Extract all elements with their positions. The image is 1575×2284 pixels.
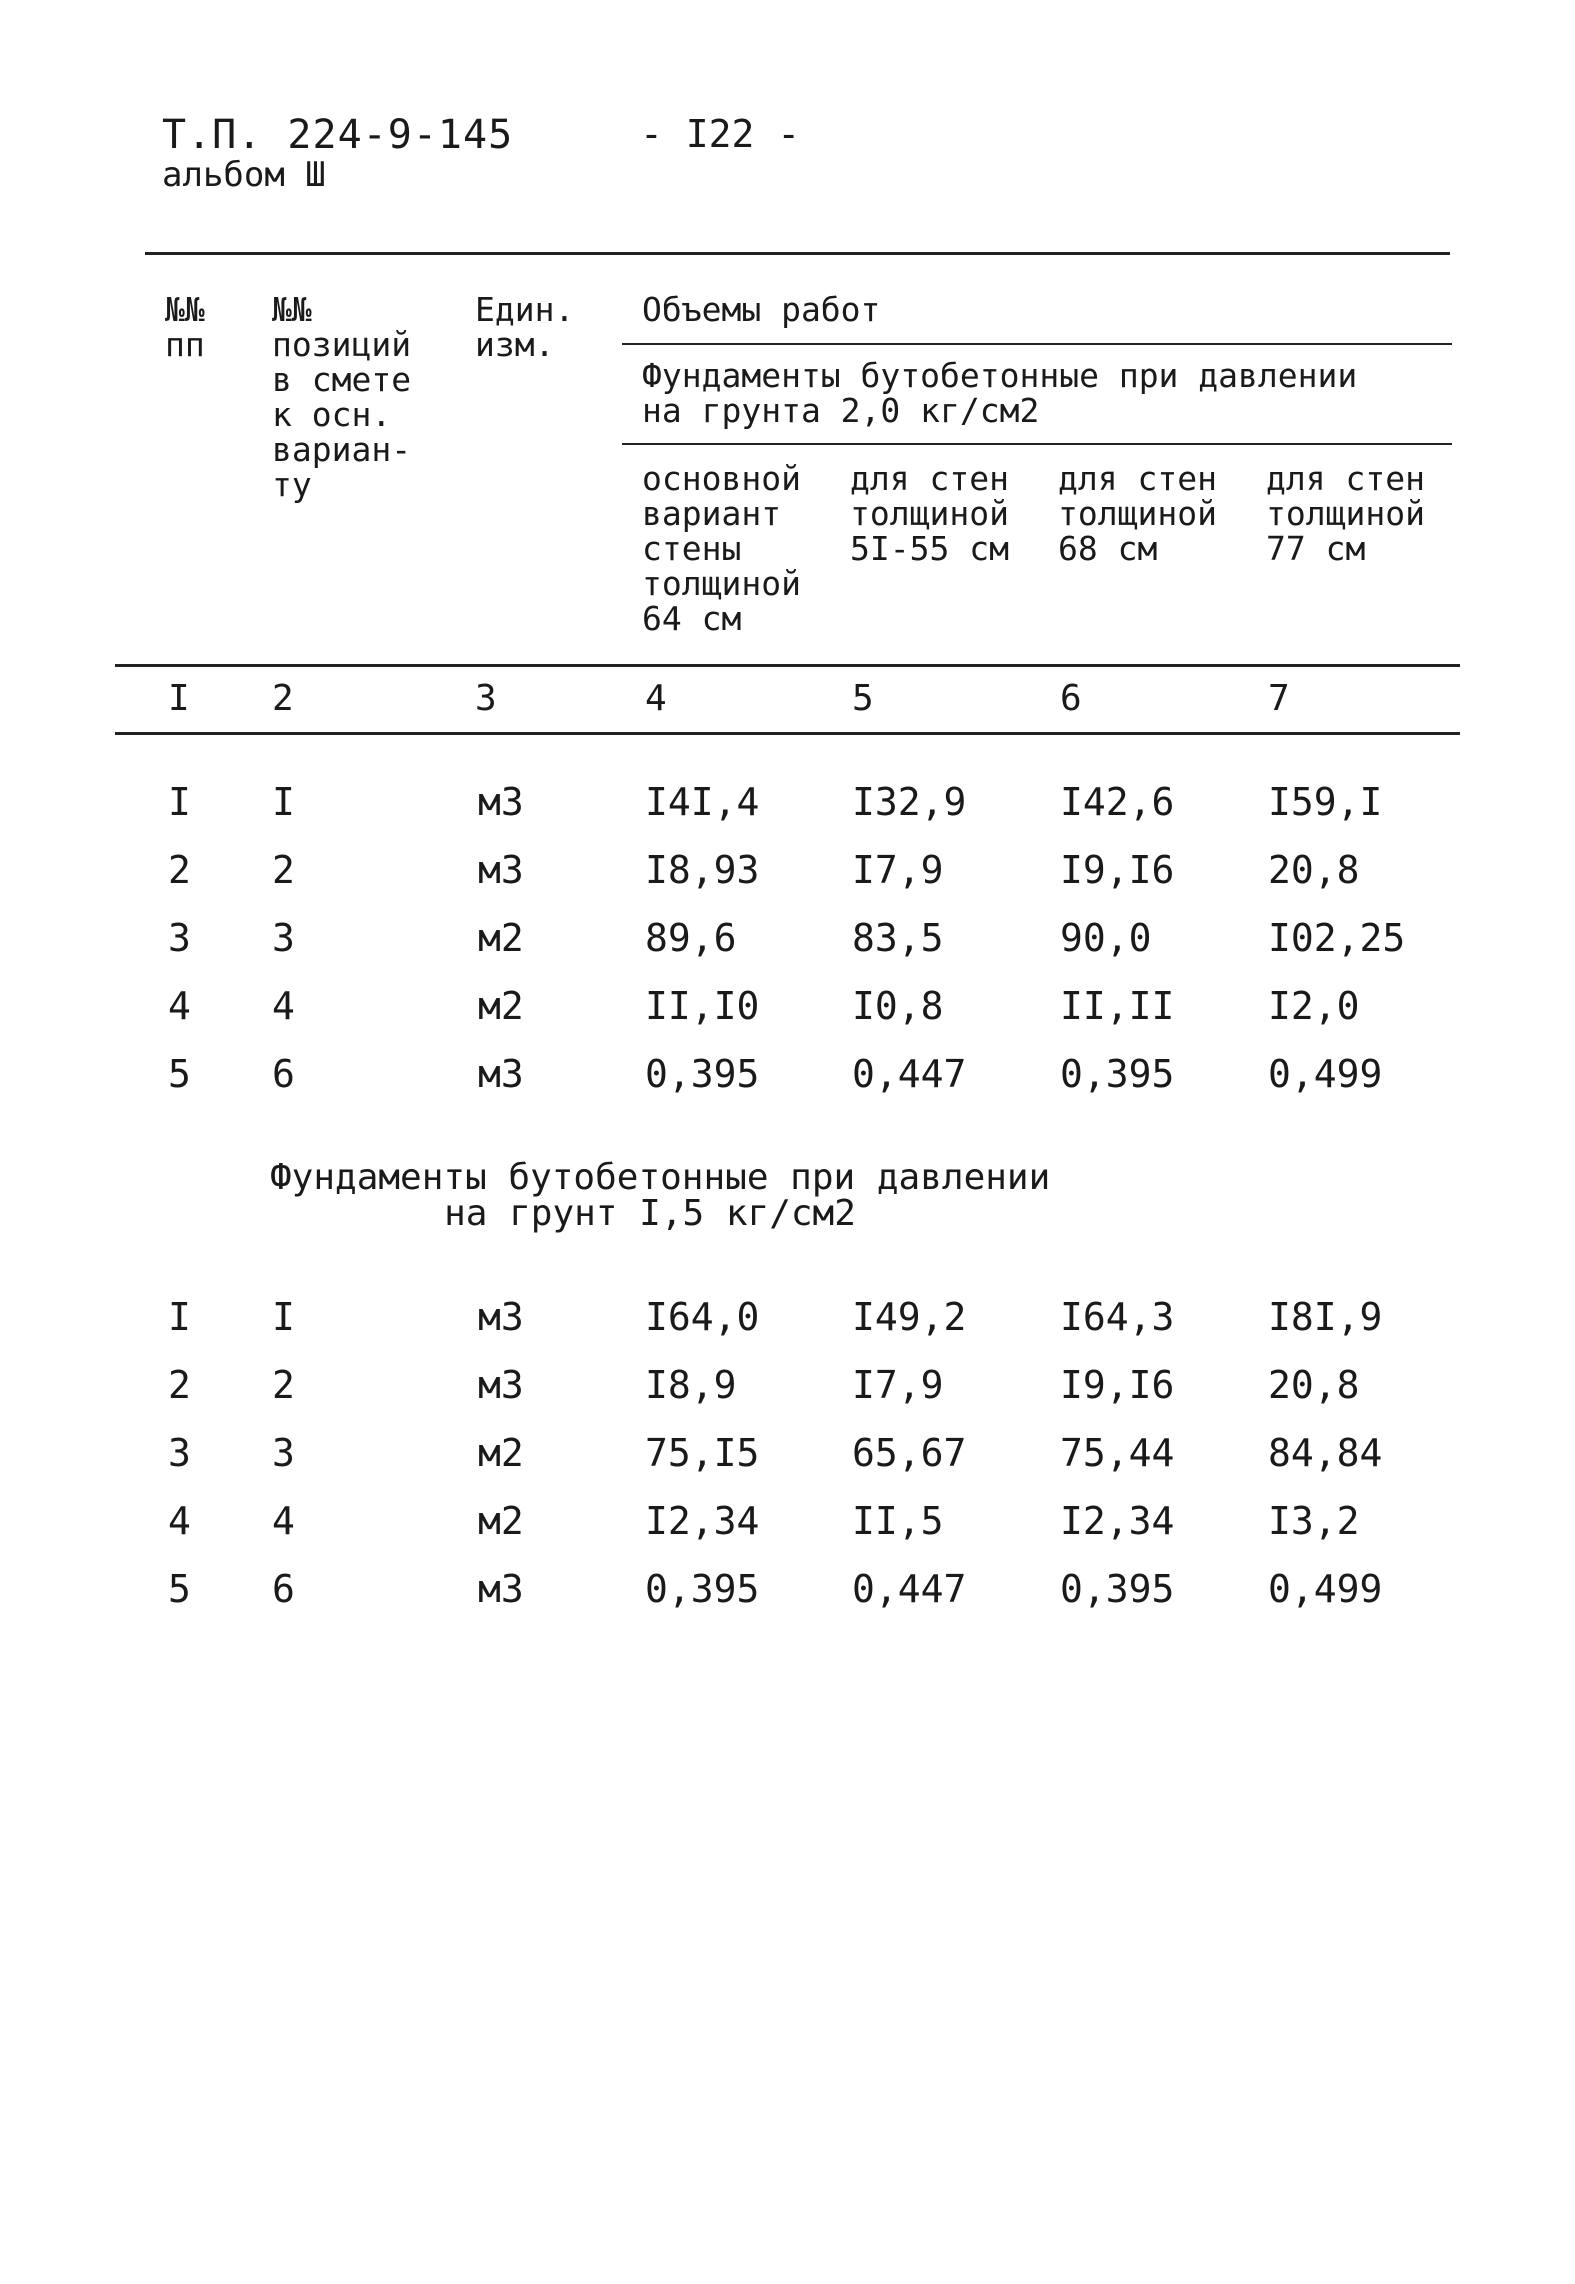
header-position-number: №№ позиций в смете к осн. вариан- ту xyxy=(272,290,412,504)
table-cell: I8,93 xyxy=(645,848,760,892)
table-cell: 2 xyxy=(272,1363,295,1407)
table-cell: I xyxy=(272,1295,295,1339)
table-cell: I xyxy=(168,780,191,824)
header-bottom-rule xyxy=(115,664,1460,667)
table-cell: 0,447 xyxy=(852,1052,967,1096)
header-subcol-7: для стен толщиной 77 см xyxy=(1266,459,1425,568)
column-number: 7 xyxy=(1268,678,1290,719)
table-cell: 84,84 xyxy=(1268,1431,1383,1475)
table-cell: 65,67 xyxy=(852,1431,967,1475)
column-number: 6 xyxy=(1060,678,1082,719)
table-cell: м3 xyxy=(478,1363,524,1407)
column-number: 4 xyxy=(645,678,667,719)
table-cell: 4 xyxy=(272,984,295,1028)
document-code: Т.П. 224-9-145 xyxy=(162,112,514,158)
column-number: 3 xyxy=(475,678,497,719)
table-cell: I8I,9 xyxy=(1268,1295,1383,1339)
table-cell: 0,499 xyxy=(1268,1567,1383,1611)
header-group-title: Фундаменты бутобетонные при давлении на грунта 2,0 кг/см2 xyxy=(642,356,1358,430)
table-cell: 0,499 xyxy=(1268,1052,1383,1096)
column-number: I xyxy=(168,678,190,719)
header-subcol-4: основной вариант стены толщиной 64 см xyxy=(642,459,801,638)
table-cell: I8,9 xyxy=(645,1363,737,1407)
header-subcol-5: для стен толщиной 5I-55 см xyxy=(850,459,1009,568)
table-cell: I2,0 xyxy=(1268,984,1360,1028)
table-cell: 75,44 xyxy=(1060,1431,1175,1475)
table-cell: I02,25 xyxy=(1268,916,1406,960)
table-cell: 0,395 xyxy=(1060,1052,1175,1096)
column-number: 5 xyxy=(852,678,874,719)
table-cell: 0,395 xyxy=(645,1567,760,1611)
section-2-title: Фундаменты бутобетонные при давлении на грунт I,5 кг/см2 xyxy=(270,1157,1051,1234)
table-cell: I42,6 xyxy=(1060,780,1175,824)
table-cell: м3 xyxy=(478,780,524,824)
table-cell: I9,I6 xyxy=(1060,848,1175,892)
table-cell: II,II xyxy=(1060,984,1175,1028)
table-cell: I xyxy=(168,1295,191,1339)
table-cell: 5 xyxy=(168,1052,191,1096)
table-cell: 3 xyxy=(168,916,191,960)
table-cell: 0,395 xyxy=(645,1052,760,1096)
table-cell: I9,I6 xyxy=(1060,1363,1175,1407)
table-cell: II,I0 xyxy=(645,984,760,1028)
table-cell: 5 xyxy=(168,1567,191,1611)
table-cell: I49,2 xyxy=(852,1295,967,1339)
table-cell: 89,6 xyxy=(645,916,737,960)
table-cell: 3 xyxy=(168,1431,191,1475)
table-cell: I64,0 xyxy=(645,1295,760,1339)
table-top-rule xyxy=(145,252,1450,255)
table-cell: I7,9 xyxy=(852,1363,944,1407)
table-cell: 0,395 xyxy=(1060,1567,1175,1611)
table-cell: I64,3 xyxy=(1060,1295,1175,1339)
table-cell: I4I,4 xyxy=(645,780,760,824)
table-cell: м3 xyxy=(478,1052,524,1096)
page-number: - I22 - xyxy=(640,112,801,156)
table-cell: м3 xyxy=(478,848,524,892)
table-cell: I0,8 xyxy=(852,984,944,1028)
table-cell: 3 xyxy=(272,1431,295,1475)
table-cell: м3 xyxy=(478,1295,524,1339)
group-title-underline xyxy=(622,443,1452,445)
table-cell: I7,9 xyxy=(852,848,944,892)
table-cell: 0,447 xyxy=(852,1567,967,1611)
col-numbers-bottom-rule xyxy=(115,732,1460,735)
volumes-underline xyxy=(622,343,1452,345)
table-cell: I2,34 xyxy=(1060,1499,1175,1543)
table-cell: 4 xyxy=(272,1499,295,1543)
table-cell: 20,8 xyxy=(1268,848,1360,892)
table-cell: 6 xyxy=(272,1567,295,1611)
header-subcol-6: для стен толщиной 68 см xyxy=(1058,459,1217,568)
header-volumes: Объемы работ xyxy=(642,290,881,329)
table-cell: I xyxy=(272,780,295,824)
table-cell: I59,I xyxy=(1268,780,1383,824)
table-cell: 90,0 xyxy=(1060,916,1152,960)
table-cell: 83,5 xyxy=(852,916,944,960)
table-cell: 2 xyxy=(168,848,191,892)
table-cell: м2 xyxy=(478,1431,524,1475)
album-label: альбом Ш xyxy=(162,155,326,195)
table-cell: м2 xyxy=(478,916,524,960)
table-cell: 75,I5 xyxy=(645,1431,760,1475)
table-cell: II,5 xyxy=(852,1499,944,1543)
table-cell: 6 xyxy=(272,1052,295,1096)
table-cell: м2 xyxy=(478,984,524,1028)
table-cell: м2 xyxy=(478,1499,524,1543)
table-cell: 3 xyxy=(272,916,295,960)
table-cell: м3 xyxy=(478,1567,524,1611)
header-unit: Един. изм. xyxy=(475,290,575,364)
table-cell: 4 xyxy=(168,984,191,1028)
column-number: 2 xyxy=(272,678,294,719)
table-cell: 4 xyxy=(168,1499,191,1543)
table-cell: 20,8 xyxy=(1268,1363,1360,1407)
table-cell: 2 xyxy=(168,1363,191,1407)
table-cell: I2,34 xyxy=(645,1499,760,1543)
table-cell: 2 xyxy=(272,848,295,892)
table-cell: I32,9 xyxy=(852,780,967,824)
table-cell: I3,2 xyxy=(1268,1499,1360,1543)
header-row-number: №№ пп xyxy=(165,290,205,364)
